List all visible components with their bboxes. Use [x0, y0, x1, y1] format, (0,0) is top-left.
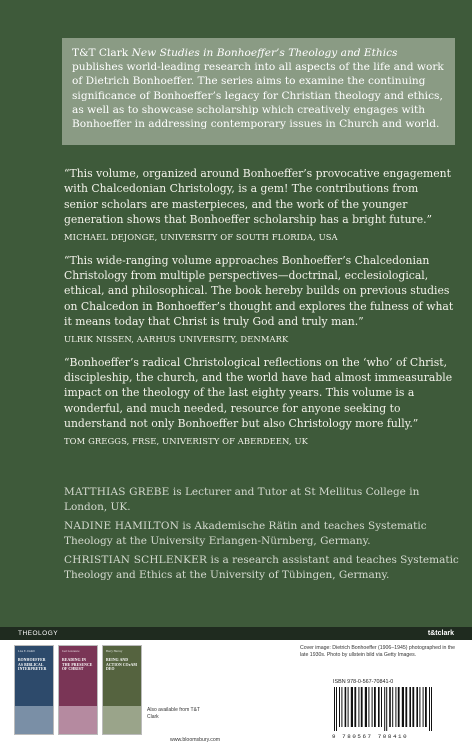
publisher-logo: t&tclark [427, 630, 454, 637]
barcode-bar [365, 687, 367, 727]
barcode-digits: 9 780567 708410 [332, 733, 409, 740]
category-bar [0, 627, 472, 640]
thumbnail-cover [103, 646, 141, 706]
barcode-bar [429, 687, 430, 731]
endorsement [64, 253, 464, 345]
series-description [62, 38, 455, 145]
barcode-bar [384, 687, 385, 731]
thumbnail-author: Barry Harvey [106, 649, 123, 653]
series-description-lead: T&T Clark [72, 47, 132, 59]
barcode-bar [339, 687, 340, 727]
barcode-bar [425, 687, 427, 727]
endorsement [64, 166, 464, 243]
thumbnail-cover [59, 646, 97, 706]
barcode-bar [416, 687, 418, 727]
editor-name: NADINE HAMILTON [64, 520, 180, 532]
editor-bios [64, 485, 464, 587]
thumbnail-title: BONHOEFFER AS BIBLICAL INTERPRETER [18, 658, 47, 672]
barcode-bar [358, 687, 359, 727]
editor-bio [64, 553, 464, 583]
endorsement-text: “Bonhoeffer’s radical Christological reflections on the ‘who’ of Christ, discipleship, the church, and the world have had almost immeasurable impact on the theology of the last eighty years. This volume is a wonderful, and much needed, resource for anyone seeking to understand not only Bonhoeffer but also Christology more fully.” [64, 355, 453, 431]
barcode-bar [348, 687, 349, 727]
cover-footer [0, 627, 472, 750]
editor-name: CHRISTIAN SCHLENKER [64, 554, 208, 566]
barcode-bar [378, 687, 380, 727]
endorsement-author: ULRIK NISSEN, AARHUS UNIVERSITY, DENMARK [64, 333, 289, 344]
thumbnail-image [59, 706, 97, 735]
cover-image-credit: Cover image: Dietrich Bonhoeffer (1906–1945) photographed in the late 1930s. Photo by ullstein bild via Getty Images. [300, 645, 456, 658]
series-title: New Studies in Bonhoeffer’s Theology and Ethics [131, 47, 398, 59]
thumbnail-author: Lisa E. Dahill [18, 649, 35, 653]
barcode-bar [336, 687, 337, 731]
barcode-bar [354, 687, 356, 727]
barcode-bar [405, 687, 407, 727]
barcode-bar [389, 687, 391, 727]
barcode-bar [431, 687, 432, 731]
barcode-bar [412, 687, 414, 727]
editor-bio [64, 485, 464, 515]
barcode-bar [345, 687, 347, 727]
isbn: ISBN 978-0-567-70841-0 [333, 679, 394, 685]
barcode [332, 687, 460, 731]
endorsement-author: MICHAEL DEJONGE, UNIVERSITY OF SOUTH FLORIDA, USA [64, 231, 338, 242]
barcode-bar [372, 687, 373, 727]
endorsement-text: “This wide-ranging volume approaches Bonhoeffer’s Chalcedonian Christology from multiple perspectives—doctrinal, ecclesiological, ethical, and philosophical. The book hereby builds on previous studies on Chalcedon in Bonhoeffer’s thought and explores the fulness of what it means today that Christ is truly God and truly man.” [64, 253, 454, 329]
thumbnail-author: Joel Lawrence [62, 649, 80, 653]
also-available: Also available from T&T Clark [147, 707, 200, 720]
barcode-bar [423, 687, 424, 727]
barcode-bar [341, 687, 342, 727]
book-thumbnail [58, 645, 98, 735]
editor-bio-text: is a research assistant and teaches Systematic Theology and Ethics at the University of Tübingen, Germany. [64, 554, 459, 581]
barcode-bar [386, 687, 387, 731]
barcode-bar [402, 687, 404, 727]
editor-bio-text: is Akademische Rätin and teaches Systematic Theology at the University Erlangen-Nürnberg, Germany. [64, 520, 427, 547]
publisher-website[interactable]: www.bloomsbury.com [170, 737, 221, 743]
editor-bio [64, 519, 464, 549]
barcode-bar [392, 687, 393, 727]
thumbnail-image [103, 706, 141, 735]
thumbnail-cover [15, 646, 53, 706]
barcode-bar [351, 687, 353, 727]
editor-name: MATTHIAS GREBE [64, 486, 170, 498]
barcode-bar [381, 687, 382, 727]
endorsement-text: “This volume, organized around Bonhoeffer’s provocative engagement with Chalcedonian Christology, is a gem! The contributions from senior scholars are masterpieces, and the work of the younger generation shows that Bonhoeffer scholarship has a bright future.” [64, 167, 451, 227]
editor-bio-text: is Lecturer and Tutor at St Mellitus College in London, UK. [64, 486, 420, 513]
book-thumbnail [14, 645, 54, 735]
barcode-bar [395, 687, 396, 727]
endorsement-author: TOM GREGGS, FRSE, UNIVERISTY OF ABERDEEN, UK [64, 435, 308, 446]
book-thumbnail [102, 645, 142, 735]
thumbnail-title: READING IN THE PRESENCE OF CHRIST [62, 658, 93, 672]
category-label: THEOLOGY [18, 630, 59, 637]
endorsement [64, 355, 464, 447]
barcode-bar [419, 687, 420, 727]
barcode-bar [361, 687, 363, 727]
barcode-bar [409, 687, 411, 727]
barcode-bar [398, 687, 400, 727]
thumbnail-title: BEING AND ACTION COrAM DEO [106, 658, 138, 672]
thumbnail-image [15, 706, 53, 735]
barcode-bar [374, 687, 376, 727]
series-description-body: publishes world-leading research into all aspects of the life and work of Dietrich Bonhoeffer. The series aims to examine the continuing significance of Bonhoeffer’s legacy for Christian theology and ethics, as well as to showcase scholarship which creatively engages with Bonhoeffer in addressing contemporary issues in Church and world. [72, 61, 444, 131]
barcode-bar [334, 687, 335, 731]
endorsements [64, 166, 464, 457]
barcode-bar [368, 687, 369, 727]
